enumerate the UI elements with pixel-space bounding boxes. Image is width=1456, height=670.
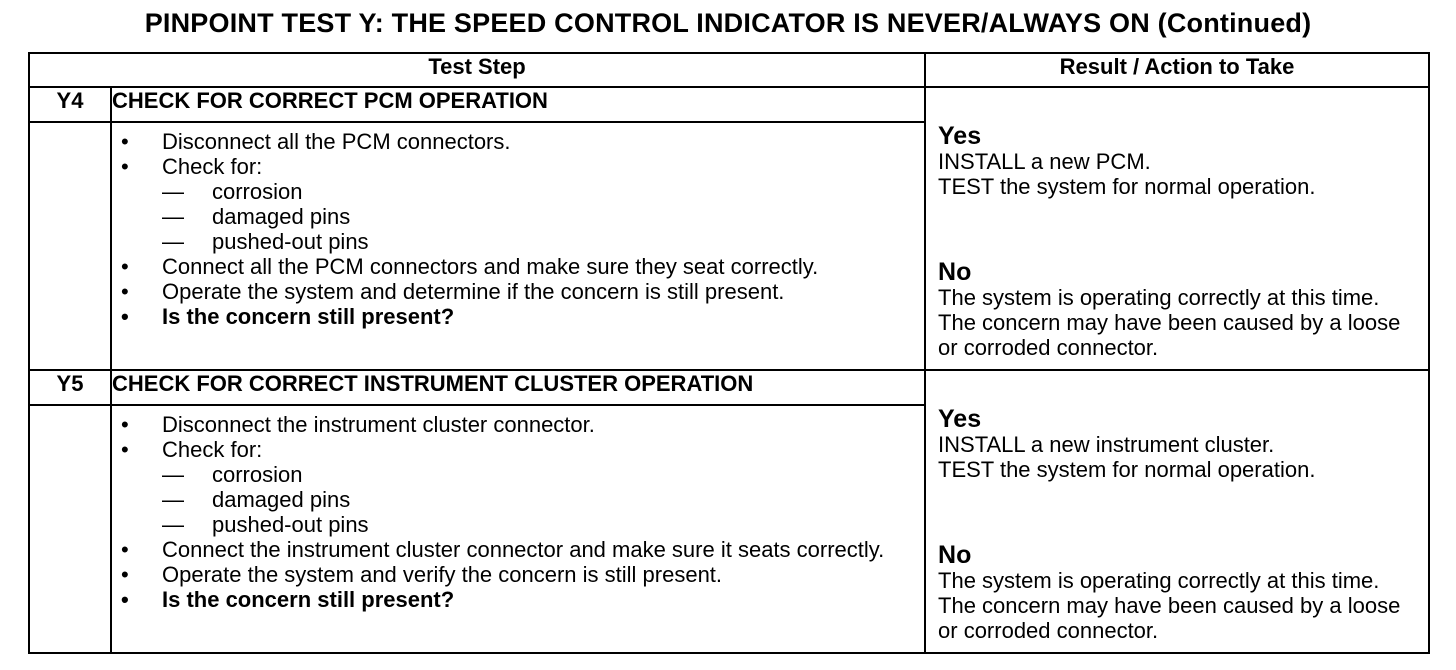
no-label: No	[938, 258, 972, 286]
yes-action-line: INSTALL a new instrument cluster.	[938, 432, 1275, 457]
step-instructions	[111, 405, 925, 653]
dash-icon: —	[162, 487, 184, 512]
step-result-cell	[925, 370, 1429, 653]
dash-icon: —	[162, 179, 184, 204]
instruction-item: • Connect the instrument cluster connector and make sure it seats correctly.	[121, 537, 885, 562]
instruction-item: • Disconnect the instrument cluster connector.	[121, 412, 595, 437]
bullet-icon: •	[121, 254, 129, 279]
instruction-list	[112, 123, 924, 329]
yes-action-line: TEST the system for normal operation.	[938, 174, 1316, 199]
pinpoint-test-table	[28, 52, 1430, 654]
bullet-icon: •	[121, 129, 129, 154]
step-id: Y4	[29, 87, 111, 122]
bullet-icon: •	[121, 562, 129, 587]
instruction-item: • Connect all the PCM connectors and make sure they seat correctly.	[121, 254, 819, 279]
no-action-text: The system is operating correctly at this time. The concern may have been caused by a loose or corroded connector.	[938, 285, 1401, 360]
step-title: CHECK FOR CORRECT PCM OPERATION	[111, 87, 925, 122]
step-result	[926, 371, 1428, 643]
no-action-text: The system is operating correctly at this time. The concern may have been caused by a loose or corroded connector.	[938, 568, 1401, 643]
instruction-item: • Operate the system and determine if the concern is still present.	[121, 279, 785, 304]
step-instructions	[111, 122, 925, 370]
step-title-row	[29, 370, 1429, 405]
yes-label: Yes	[938, 405, 982, 433]
check-item: — corrosion	[162, 179, 303, 204]
step-id: Y5	[29, 370, 111, 405]
yes-label: Yes	[938, 122, 982, 150]
instruction-list	[112, 406, 924, 612]
dash-icon: —	[162, 462, 184, 487]
bullet-icon: •	[121, 304, 129, 329]
step-result-cell	[925, 87, 1429, 370]
dash-icon: —	[162, 204, 184, 229]
check-item: — corrosion	[162, 462, 303, 487]
dash-icon: —	[162, 229, 184, 254]
bullet-icon: •	[121, 412, 129, 437]
bullet-icon: •	[121, 154, 129, 179]
instruction-item: • Check for: — corrosion — damaged pins — pushed-out pins	[112, 437, 924, 537]
yes-action-line: INSTALL a new PCM.	[938, 149, 1151, 174]
check-item: — damaged pins	[162, 204, 351, 229]
dash-icon: —	[162, 512, 184, 537]
instruction-item: • Disconnect all the PCM connectors.	[121, 129, 511, 154]
bullet-icon: •	[121, 537, 129, 562]
step-result	[926, 88, 1428, 360]
table-header-row	[29, 53, 1429, 87]
check-item: — pushed-out pins	[162, 512, 369, 537]
check-item: — damaged pins	[162, 487, 351, 512]
check-item: — pushed-out pins	[162, 229, 369, 254]
test-step-header: Test Step	[29, 53, 925, 87]
page-title: PINPOINT TEST Y: THE SPEED CONTROL INDICATOR IS NEVER/ALWAYS ON (Continued)	[144, 8, 1312, 38]
bullet-icon: •	[121, 587, 129, 612]
check-list	[162, 179, 906, 254]
step-title-row	[29, 87, 1429, 122]
step-id-spacer	[29, 122, 111, 370]
check-list	[162, 462, 906, 537]
bullet-icon: •	[121, 437, 129, 462]
question-item: • Is the concern still present?	[121, 587, 455, 612]
question-item: • Is the concern still present?	[121, 304, 455, 329]
no-label: No	[938, 541, 972, 569]
bullet-icon: •	[121, 279, 129, 304]
step-id-spacer	[29, 405, 111, 653]
instruction-item: • Operate the system and verify the concern is still present.	[121, 562, 723, 587]
instruction-item: • Check for: — corrosion — damaged pins — pushed-out pins	[112, 154, 924, 254]
step-title: CHECK FOR CORRECT INSTRUMENT CLUSTER OPERATION	[111, 370, 925, 405]
result-header: Result / Action to Take	[925, 53, 1429, 87]
yes-action-line: TEST the system for normal operation.	[938, 457, 1316, 482]
